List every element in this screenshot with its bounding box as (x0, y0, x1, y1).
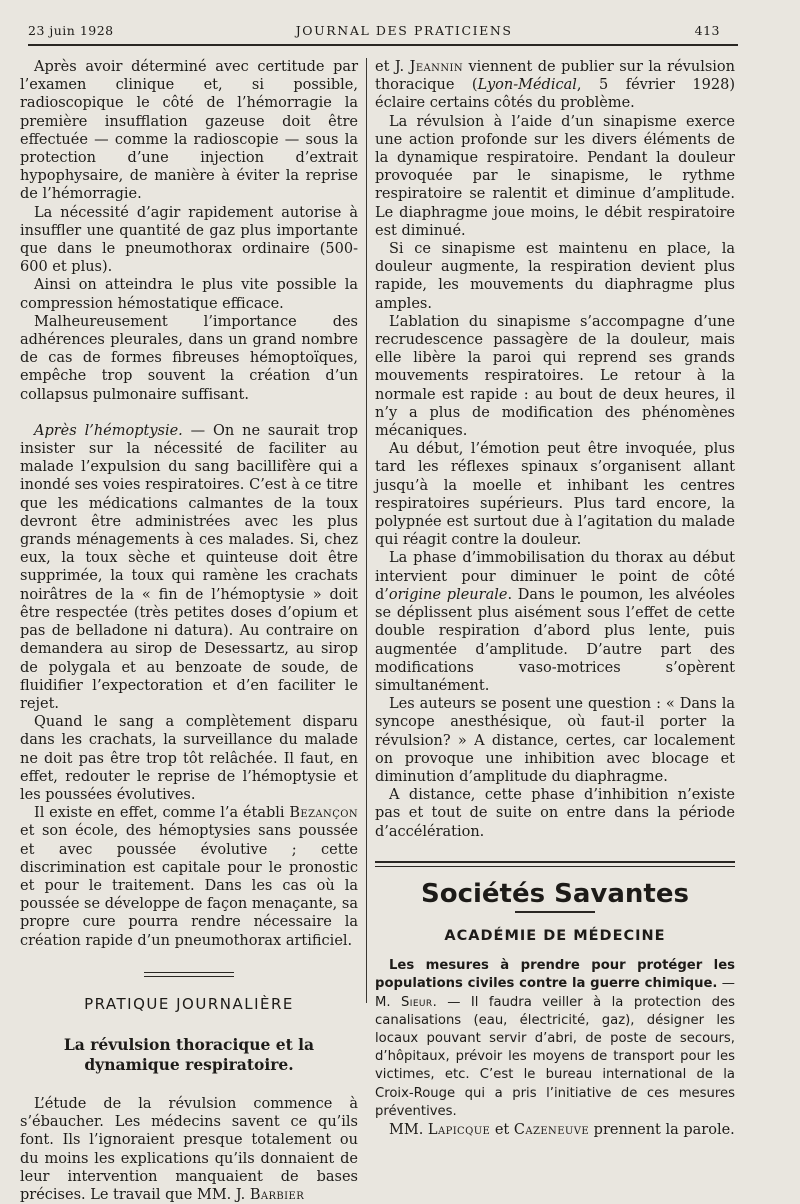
left-column (20, 58, 358, 1203)
paragraph: L’ablation du sinapisme s’accompagne d’une recrudescence passagère de la douleur, mais elle libère la paroi qui reprend ses grands mouvements respiratoires. Le retour à la normale est rapide : au bout de deux heures, il n’y a plus de modification des phénomènes mécaniques. (375, 313, 735, 440)
heading-rule (515, 911, 595, 913)
paragraph: Malheureusement l’importance des adhérences pleurales, dans un grand nombre de cas de formes fibreuses hémoptoïques, empêche trop souvent la création d’un collapsus pulmonaire suffisant. (20, 313, 358, 403)
paragraph: et J. Jeannin viennent de publier sur la révulsion thoracique (Lyon-Médical, 5 février 1928) éclaire certains côtés du problème. (375, 59, 735, 112)
section-divider (144, 972, 234, 977)
page-header (28, 20, 720, 40)
paragraph: MM. Lapicque et Cazeneuve prennent la parole. (389, 1121, 735, 1138)
author-name: Lapicque (427, 1121, 491, 1138)
author-name: Bezançon (289, 805, 358, 822)
societes-heading: Sociétés Savantes (421, 878, 689, 909)
author-name: Jeannin (409, 59, 463, 75)
page-number: 413 (694, 22, 720, 38)
paragraph: La révulsion à l’aide d’un sinapisme exerce une action profonde sur les divers éléments de la dynamique respiratoire. Pendant la douleur provoquée par le sinapisme, le rythme respiratoire se ralentit et diminue d’amplitude. Le diaphragme joue moins, le débit respiratoire est diminué. (375, 113, 735, 239)
paragraph: La nécessité d’agir rapidement autorise à insuffler une quantité de gaz plus importante que dans le pneumothorax ordinaire (500-600 et plus). (20, 204, 358, 276)
paragraph: Si ce sinapisme est maintenu en place, la douleur augmente, la respiration devient plus rapide, les mouvements du diaphragme plus amples. (375, 241, 735, 312)
paragraph: Après l’hémoptysie. — On ne saurait trop insister sur la nécessité de faciliter au malade l’expulsion du sang bacillifère qui a inondé ses voies respiratoires. C’est à ce titre que les médications calmantes de la toux devront être administrées avec les plus grands ménagements à ces malades. Si, chez eux, la toux sèche et quinteuse doit être supprimée, la toux qui ramène les crachats noirâtres de la « fin de l’hémoptysie » doit être respectée (très petites doses d’opium et pas de belladone ni datura). Au contraire on demandera au sirop de Desessartz, au sirop de polygala et au benzoate de soude, de fluidifier l’expectoration et d’en faciliter le rejet. (20, 422, 358, 712)
section-rule (375, 861, 735, 867)
paragraph: Les mesures à prendre pour protéger les populations civiles contre la guerre chimique. — M. Sieur. — Il faudra veiller à la protection des canalisations (eau, électricité, gaz), désigner les locaux pouvant servir d’abri, de poste de secours, d’hôpitaux, prévoir les moyens de transport pour les victimes, etc. C’est le bureau international de la Croix-Rouge qui a pris l’initiative de ces mesures préventives. (375, 958, 735, 1119)
paragraph: Il existe en effet, comme l’a établi Bezançon et son école, des hémoptysies sans poussée et avec poussée évolutive ; cette discrimination est capitale pour le pronostic et pour le traitement. Dans les cas où la poussée se développe de façon menaçante, sa propre cure pourra rendre nécessaire la création rapide d’un pneumothorax artificiel. (20, 805, 358, 949)
right-column (375, 58, 735, 1138)
author-name: Sieur (401, 994, 433, 1010)
academie-heading: ACADÉMIE DE MÉDECINE (444, 927, 666, 944)
paragraph: L’étude de la révulsion commence à s’ébaucher. Les médecins savent ce qu’ils font. Ils l’ignoraient presque totalement ou du moins les explications qu’ils donnaient de leur intervention manquaient de bases précises. Le travail que MM. J. Barbier (20, 1095, 358, 1203)
report-title: Les mesures à prendre pour protéger les populations civiles contre la guerre chimique. (375, 958, 735, 992)
paragraph: Après avoir déterminé avec certitude par l’examen clinique et, si possible, radioscopique le côté de l’hémorragie la première insufflation gazeuse doit être effectuée — comme la radioscopie — sous la protection d’une injection d’extrait hypophysaire, de manière à éviter la reprise de l’hémorragie. (20, 59, 358, 203)
author-name: Cazeneuve (513, 1121, 590, 1138)
journal-title: JOURNAL DES PRATICIENS (295, 22, 513, 38)
header-rule (28, 44, 738, 46)
section-heading: PRATIQUE JOURNALIÈRE (84, 994, 294, 1013)
paragraph: Ainsi on atteindra le plus vite possible la compression hémostatique efficace. (20, 277, 358, 312)
journal-reference: Lyon-Médical (477, 77, 577, 94)
column-divider (366, 58, 367, 1003)
author-name: Barbier (249, 1186, 305, 1203)
paragraph: La phase d’immobilisation du thorax au début intervient pour diminuer le point de côté d’origine pleurale. Dans le poumon, les alvéoles se déplissent plus aisément sous l’effet de cette double respiration d’abord plus lente, puis augmentée d’amplitude. D’autre part des modifications vaso-motrices s’opèrent simultanément. (375, 550, 735, 694)
paragraph: Quand le sang a complètement disparu dans les crachats, la surveillance du malade ne doit pas être trop tôt relâchée. Il faut, en effet, redouter le reprise de l’hémoptysie et les poussées évolutives. (20, 714, 358, 803)
paragraph: A distance, cette phase d’inhibition n’existe pas et tout de suite on entre dans la période d’accélération. (375, 787, 735, 840)
header-date: 23 juin 1928 (28, 22, 114, 38)
subheading: Après l’hémoptysie. (34, 422, 183, 439)
paragraph: Au début, l’émotion peut être invoquée, plus tard les réflexes spinaux s’organisent allant jusqu’à la moelle et inhibant les centres respiratoires supérieurs. Plus tard encore, la polypnée est surtout due à l’agitation du malade qui réagit contre la douleur. (375, 441, 735, 549)
article-title: La révulsion thoracique et la dynamique respiratoire. (63, 1034, 315, 1074)
paragraph: Les auteurs se posent une question : « Dans la syncope anesthésique, où faut-il porter la révulsion? » A distance, certes, car localement on provoque une inhibition avec blocage et diminution d’amplitude du diaphragme. (375, 696, 735, 785)
